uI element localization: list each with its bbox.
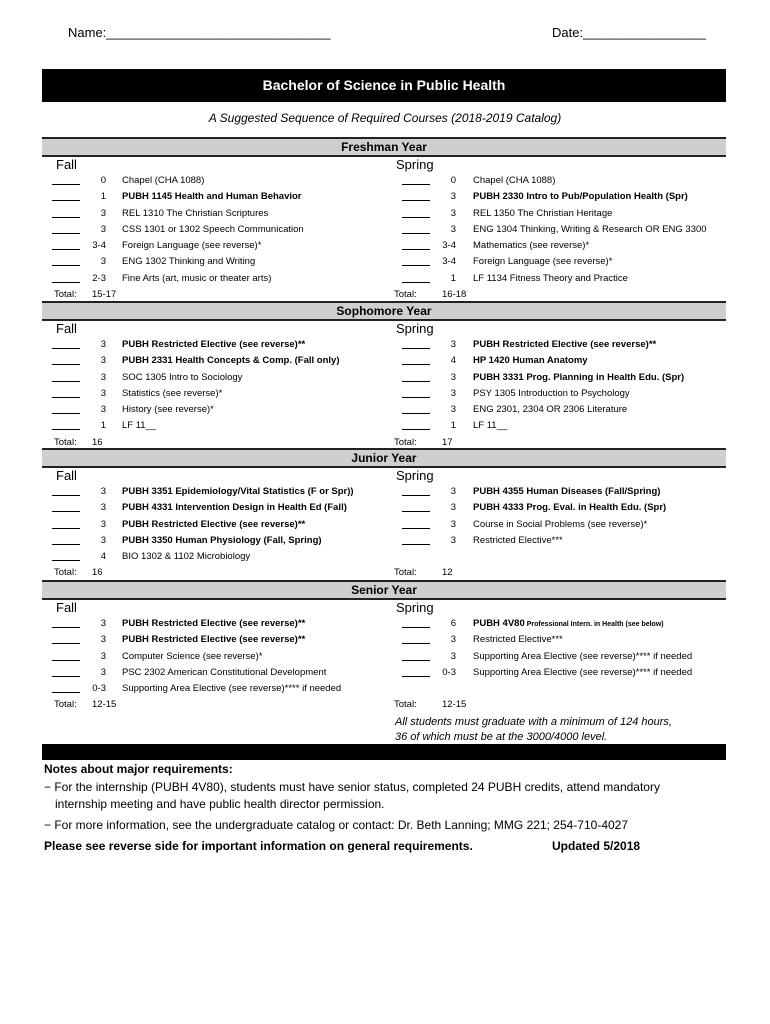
fall-label: Fall: [56, 468, 77, 483]
course-title: PUBH Restricted Elective (see reverse)**: [122, 634, 306, 646]
graduation-note: [395, 715, 672, 745]
spring-total-label: Total:: [394, 567, 417, 579]
spring-course-name: [473, 402, 627, 418]
fall-credit-hours: 3: [100, 256, 106, 268]
fall-credit-hours: 0: [100, 175, 106, 186]
fall-course-name: [122, 649, 262, 665]
spring-course-name: [473, 517, 647, 533]
course-title: HP 1420 Human Anatomy: [473, 355, 588, 367]
spring-credit-hours: 3: [450, 371, 456, 383]
spring-credit-hours: 3: [450, 191, 456, 203]
fall-course-name: [122, 254, 255, 270]
course-title: ENG 1302 Thinking and Writing: [122, 256, 256, 268]
course-title: REL 1310 The Christian Scriptures: [122, 207, 269, 219]
spring-credit-hours: 3: [450, 223, 456, 235]
fall-course-name: [122, 402, 214, 418]
fall-total-label: Total:: [54, 699, 77, 711]
spring-label: Spring: [396, 468, 434, 483]
course-row: [42, 549, 726, 565]
course-title: LF 11__: [473, 420, 508, 432]
fall-credit-hours: 3: [100, 404, 106, 416]
spring-course-name: [473, 533, 563, 549]
course-title: CSS 1301 or 1302 Speech Communication: [122, 223, 304, 235]
fall-course-name: [122, 337, 305, 353]
graduation-line-1: All students must graduate with a minimum of 124 hours,: [395, 716, 672, 728]
spring-course-name: [473, 337, 656, 353]
course-title: PUBH 4355 Human Diseases (Fall/Spring): [473, 486, 661, 497]
spring-credit-hours: 3: [450, 387, 456, 399]
fall-credit-hours: 3-4: [92, 240, 106, 252]
course-title: PUBH Restricted Elective (see reverse)**: [473, 339, 657, 350]
year-section: [42, 137, 726, 302]
fall-course-name: [122, 353, 339, 369]
course-row: [42, 402, 726, 418]
spring-credit-hours: 3: [450, 650, 456, 662]
fall-credit-hours: 3: [100, 339, 106, 350]
course-row: [42, 665, 726, 681]
spring-total-label: Total:: [394, 436, 417, 448]
notes-heading: Notes about major requirements:: [44, 762, 233, 776]
course-title: PSC 2302 American Constitutional Development: [122, 666, 327, 678]
spring-course-name: [473, 500, 666, 516]
fall-total: 15-17: [92, 289, 117, 301]
fall-credit-hours: 3: [100, 618, 106, 629]
course-title-note: Professional Intern. in Health (see below): [524, 621, 664, 628]
course-title: Supporting Area Elective (see reverse)**** if needed: [473, 650, 693, 662]
spring-course-name: [473, 649, 692, 665]
spring-total: 17: [442, 436, 453, 448]
fall-course-name: [122, 517, 305, 533]
fall-course-name: [122, 533, 322, 549]
fall-label: Fall: [56, 157, 77, 172]
fall-label: Fall: [56, 321, 77, 336]
spring-course-name: [473, 238, 589, 254]
footer-updated: Updated 5/2018: [552, 839, 641, 853]
course-title: Statistics (see reverse)*: [122, 387, 223, 399]
fall-total: 12-15: [92, 699, 117, 711]
spring-total: 16-18: [442, 289, 467, 301]
course-row: [42, 517, 726, 533]
spring-course-name: [473, 616, 664, 633]
fall-course-name: [122, 549, 250, 565]
fall-course-name: [122, 189, 302, 205]
fall-course-name: [122, 238, 261, 254]
spring-total-label: Total:: [394, 289, 417, 301]
course-title: LF 1134 Fitness Theory and Practice: [473, 272, 628, 284]
spring-course-name: [473, 386, 630, 402]
spring-course-name: [473, 632, 563, 648]
course-title: PUBH Restricted Elective (see reverse)**: [122, 518, 306, 530]
spring-total-label: Total:: [394, 699, 417, 711]
name-field[interactable]: Name:_______________________________: [68, 25, 331, 40]
course-row: [42, 616, 726, 632]
spring-total: 12: [442, 567, 453, 579]
fall-course-name: [122, 632, 305, 648]
spring-course-name: [473, 665, 692, 681]
fall-credit-hours: 3: [100, 534, 106, 546]
fall-credit-hours: 1: [100, 191, 106, 203]
course-title: Course in Social Problems (see reverse)*: [473, 518, 648, 530]
fall-credit-hours: 3: [100, 223, 106, 235]
fall-credit-hours: 3: [100, 371, 106, 383]
fall-course-name: [122, 386, 222, 402]
fall-label: Fall: [56, 600, 77, 615]
spring-credit-hours: 1: [450, 272, 456, 284]
spring-course-name: [473, 206, 612, 222]
spring-credit-hours: 3: [450, 518, 456, 530]
fall-credit-hours: 3: [100, 634, 106, 646]
note-internship-cont: internship meeting and have public health director permission.: [55, 797, 385, 811]
year-section: [42, 580, 726, 712]
course-row: [42, 271, 726, 287]
fall-credit-hours: 2-3: [92, 272, 106, 284]
year-section: [42, 448, 726, 580]
fall-credit-hours: 3: [100, 207, 106, 219]
course-title: PUBH 1145 Health and Human Behavior: [122, 191, 302, 203]
course-row: [42, 238, 726, 254]
course-title: LF 11__: [122, 420, 157, 432]
course-title: Supporting Area Elective (see reverse)**** if needed: [473, 666, 693, 678]
year-title: Freshman Year: [42, 137, 726, 157]
course-title: PUBH 4331 Intervention Design in Health Ed (Fall): [122, 502, 347, 514]
year-title: Senior Year: [42, 580, 726, 600]
year-title: Sophomore Year: [42, 301, 726, 321]
fall-course-name: [122, 271, 271, 287]
course-row: [42, 500, 726, 516]
fall-credit-hours: 3: [100, 355, 106, 367]
fall-credit-hours: 3: [100, 666, 106, 678]
note-contact: − For more information, see the undergraduate catalog or contact: Dr. Beth Lanning; MMG 221; 254-710-4027: [44, 818, 629, 832]
course-row: [42, 533, 726, 549]
course-title: Computer Science (see reverse)*: [122, 650, 263, 662]
course-row: [42, 353, 726, 369]
spring-label: Spring: [396, 600, 434, 615]
course-row: [42, 386, 726, 402]
document-title: Bachelor of Science in Public Health: [42, 69, 726, 102]
course-row: [42, 370, 726, 386]
fall-course-name: [122, 370, 242, 386]
fall-course-name: [122, 173, 204, 189]
course-title: Mathematics (see reverse)*: [473, 240, 590, 252]
fall-total-label: Total:: [54, 289, 77, 301]
fall-credit-hours: 1: [100, 420, 106, 432]
spring-course-name: [473, 418, 507, 434]
date-field[interactable]: Date:_________________: [552, 25, 706, 40]
course-title: Restricted Elective***: [473, 634, 563, 646]
course-title: REL 1350 The Christian Heritage: [473, 207, 613, 219]
fall-course-name: [122, 222, 304, 238]
spring-credit-hours: 3: [450, 634, 456, 646]
fall-credit-hours: 3: [100, 387, 106, 399]
spring-credit-hours: 3: [450, 404, 456, 416]
fall-course-name: [122, 206, 268, 222]
spring-label: Spring: [396, 157, 434, 172]
fall-course-name: [122, 681, 341, 697]
course-title: Restricted Elective***: [473, 534, 563, 546]
course-title: Chapel (CHA 1088): [473, 175, 556, 186]
course-title: Foreign Language (see reverse)*: [473, 256, 613, 268]
fall-credit-hours: 3: [100, 650, 106, 662]
fall-credit-hours: 3: [100, 486, 106, 497]
course-row: [42, 254, 726, 270]
course-title: PUBH 3331 Prog. Planning in Health Edu. (Spr): [473, 371, 685, 383]
course-row: [42, 222, 726, 238]
course-title: Supporting Area Elective (see reverse)**** if needed: [122, 683, 342, 695]
course-title: PUBH 2331 Health Concepts & Comp. (Fall only): [122, 355, 340, 367]
fall-credit-hours: 3: [100, 502, 106, 514]
course-row: [42, 632, 726, 648]
document-subtitle: A Suggested Sequence of Required Courses (2018-2019 Catalog): [208, 111, 562, 125]
spring-credit-hours: 3: [450, 534, 456, 546]
course-title: BIO 1302 & 1102 Microbiology: [122, 551, 251, 563]
course-row: [42, 189, 726, 205]
fall-credit-hours: 0-3: [92, 683, 106, 695]
course-title: PSY 1305 Introduction to Psychology: [473, 387, 630, 399]
course-title: PUBH Restricted Elective (see reverse)**: [122, 618, 306, 629]
spring-credit-hours: 3: [450, 486, 456, 497]
fall-course-name: [122, 418, 156, 434]
course-row: [42, 484, 726, 500]
fall-total-label: Total:: [54, 436, 77, 448]
course-row: [42, 649, 726, 665]
course-title: PUBH 4V80: [473, 618, 525, 629]
spring-credit-hours: 3: [450, 502, 456, 514]
spring-course-name: [473, 484, 660, 500]
fall-course-name: [122, 616, 305, 632]
spring-credit-hours: 4: [450, 355, 456, 367]
course-title: ENG 2301, 2304 OR 2306 Literature: [473, 404, 628, 416]
course-title: SOC 1305 Intro to Sociology: [122, 371, 243, 383]
graduation-line-2: 36 of which must be at the 3000/4000 level.: [395, 731, 608, 743]
course-row: [42, 337, 726, 353]
spring-course-name: [473, 353, 588, 369]
spring-credit-hours: 3-4: [442, 256, 456, 268]
fall-total: 16: [92, 567, 103, 579]
course-title: History (see reverse)*: [122, 404, 214, 416]
course-title: Chapel (CHA 1088): [122, 175, 205, 186]
divider-bar: [42, 744, 726, 760]
spring-credit-hours: 1: [450, 420, 456, 432]
fall-credit-hours: 3: [100, 518, 106, 530]
spring-course-name: [473, 222, 707, 238]
course-title: Fine Arts (art, music or theater arts): [122, 272, 272, 284]
course-title: ENG 1304 Thinking, Writing & Research OR ENG 3300: [473, 223, 707, 235]
course-row: [42, 681, 726, 697]
spring-label: Spring: [396, 321, 434, 336]
year-title: Junior Year: [42, 448, 726, 468]
spring-credit-hours: 0: [450, 175, 456, 186]
course-title: PUBH 3350 Human Physiology (Fall, Spring): [122, 534, 322, 546]
spring-course-name: [473, 173, 555, 189]
fall-total-label: Total:: [54, 567, 77, 579]
fall-course-name: [122, 665, 326, 681]
year-section: [42, 301, 726, 450]
spring-credit-hours: 3: [450, 207, 456, 219]
course-title: PUBH 4333 Prog. Eval. in Health Edu. (Spr): [473, 502, 667, 514]
spring-course-name: [473, 189, 688, 205]
course-row: [42, 206, 726, 222]
course-row: [42, 418, 726, 434]
fall-credit-hours: 4: [100, 551, 106, 563]
course-title: Foreign Language (see reverse)*: [122, 240, 262, 252]
course-row: [42, 173, 726, 189]
note-internship: − For the internship (PUBH 4V80), students must have senior status, completed 24 PUBH credits, attend mandatory: [44, 780, 660, 794]
spring-credit-hours: 3-4: [442, 240, 456, 252]
spring-course-name: [473, 271, 628, 287]
course-title: PUBH 2330 Intro to Pub/Population Health (Spr): [473, 191, 688, 203]
course-title: PUBH 3351 Epidemiology/Vital Statistics (F or Spr)): [122, 486, 354, 497]
spring-credit-hours: 3: [450, 339, 456, 350]
fall-total: 16: [92, 436, 103, 448]
fall-course-name: [122, 500, 347, 516]
spring-total: 12-15: [442, 699, 467, 711]
spring-course-name: [473, 254, 612, 270]
fall-course-name: [122, 484, 354, 500]
course-title: PUBH Restricted Elective (see reverse)**: [122, 339, 306, 350]
footer-reverse-note: Please see reverse side for important information on general requirements.: [44, 839, 473, 853]
spring-credit-hours: 6: [450, 618, 456, 629]
spring-course-name: [473, 370, 684, 386]
spring-credit-hours: 0-3: [442, 666, 456, 678]
